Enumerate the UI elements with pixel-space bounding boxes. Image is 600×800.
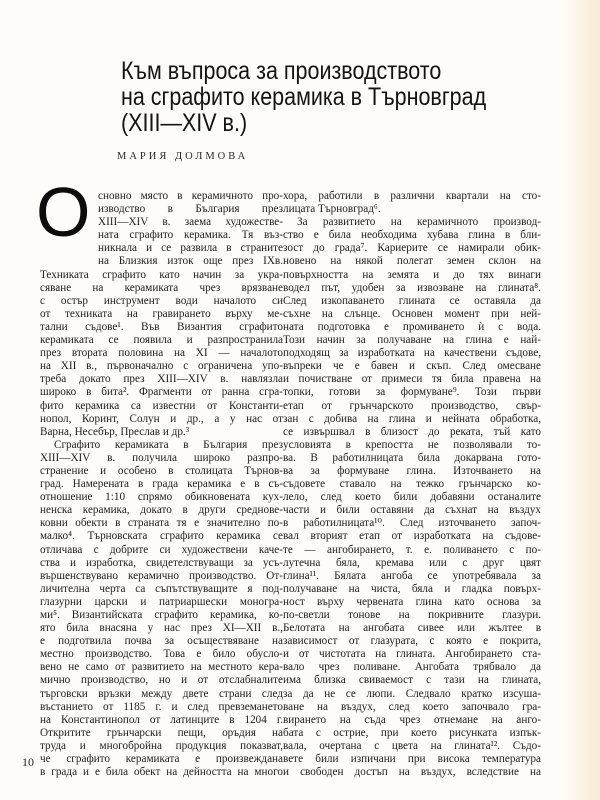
text-line: Техниката сграфито като начин за укра-	[40, 268, 283, 281]
text-line: вал вторият етап от изработката на съдове-	[283, 530, 541, 543]
text-line: град. Намерената в града керамика е в съ-	[40, 478, 283, 491]
text-line: ната сграфито керамика. Тя въз-	[98, 229, 283, 242]
text-line: за да не се люпи. Следвало кратко изсушa-	[283, 687, 541, 700]
text-line: Откритите грънчарски пещи, оръдия на	[40, 726, 283, 739]
text-line: зависимост от глазурата, с която е покрита,	[283, 635, 541, 648]
page-number: 10	[22, 755, 34, 769]
text-line: и почистване от примеси тя била правена на	[283, 373, 541, 386]
text-line: въстанието от 1185 г. и след превземането	[40, 700, 283, 713]
text-line: вършенствувано керамично производство. От-	[40, 569, 283, 582]
text-line: отношение 1:10 спрямо обикновената кух-	[40, 491, 283, 504]
text-line: ната подготовка е промиването ѝ с вода.	[283, 320, 541, 333]
text-line: ства и изработка, свидетелствуващи за усъ-	[40, 556, 283, 569]
text-line: лицата Търновград⁶.	[283, 203, 381, 216]
text-line: се извършвал в близост до реката, тъй като	[283, 425, 541, 438]
text-line: ва за формуване глина. Източването на	[283, 464, 541, 477]
text-line: изводство в България през	[98, 203, 283, 216]
text-line: местно производство. Това е било обусло-	[40, 648, 283, 661]
text-line: на Близкия изток още през IXв.	[98, 255, 283, 268]
text-line: След изкопаването глината се оставяла да	[283, 294, 541, 307]
text-line: съхне на слънце. Основен момент при ней-	[283, 307, 541, 320]
text-line: глина¹¹. Бялата ангоба се употребявала за	[283, 569, 541, 582]
text-line: Белотата на ангобата сивее или жълтее в	[283, 622, 541, 635]
text-line: ковни обекти в страната тя е значително по-	[40, 517, 283, 530]
text-line: широко в бита². Фрагменти от ранна сгра-	[40, 386, 283, 399]
text-line: личителна черта са съпътствуващите я под-	[40, 582, 283, 595]
text-line: на Константинопол от латинците в 1204 г.	[40, 713, 283, 726]
text-line: зост до града⁷. Кариерите се намирали обик-	[283, 242, 541, 255]
text-line: на XII в., първоначално с ограничена упо-	[40, 360, 283, 373]
text-line: топки, готови за формуване⁹. Този първи	[283, 386, 541, 399]
text-line: получаване на чиста, бяла и гладка повърх-	[283, 582, 541, 595]
title-line: Към въпроса за производството	[121, 57, 442, 85]
text-line: подходящ за изработката на качествени съдове,	[283, 347, 541, 360]
text-line: части и били оставяни да съхнат на въздух	[283, 504, 541, 517]
article-author: МАРИЯ ДОЛМОВА	[117, 151, 249, 162]
text-line: условията в крепостта не позволявали то-	[283, 438, 541, 451]
right-column	[283, 190, 541, 779]
text-line: в работилницата¹⁰. След източването започ-	[283, 517, 541, 530]
page-edge-shadow	[562, 0, 600, 800]
text-line: въпреки че е бавен и скъп. След омесване	[283, 360, 541, 373]
text-line: мично производство, но и от отслабналите	[40, 674, 283, 687]
text-line: новено на някой полегат земен склон на	[283, 255, 541, 268]
text-line: тални съдове¹. Във Византия сграфито	[40, 320, 283, 333]
drop-cap: О	[36, 173, 91, 251]
text-line: е подготвила почва за осъществяване на	[40, 635, 283, 648]
text-line: труда и многобройна продукция показват,	[40, 739, 283, 752]
text-line: фито керамика са известни от Константи-	[40, 399, 283, 412]
text-line: отличава с добрите си художествени каче-	[40, 543, 283, 556]
text-line: За развитието на керамичното производ-	[297, 216, 541, 229]
text-line: Този начин за получаване на глина е най-	[283, 334, 541, 347]
text-line: странение и особено в столицата Търнов-	[40, 464, 283, 477]
text-line: вете били изпичани при висока температура	[283, 753, 541, 766]
text-line: Варна, Несебър, Преслав и др.³	[40, 425, 190, 438]
text-line: керамиката се появила и разпространила	[40, 334, 283, 347]
text-line: ято била внасяна у нас през XI—XII в.,	[40, 622, 283, 635]
text-line: и от чистотата на глината. Ангобирането ста-	[283, 648, 541, 661]
text-line: вала, очертана с цвета на глината¹². Съдо-	[283, 739, 541, 752]
title-line: (XIII—XIV в.)	[121, 109, 248, 137]
text-line: бата с острие, при което рисунката изпък-	[283, 726, 541, 739]
text-line: лутечна бяла, кремава или с друг цвят	[283, 556, 541, 569]
text-line: XIII—XIV в. заема художестве-	[98, 216, 283, 229]
text-line: с остър инструмент води началото си	[40, 294, 283, 307]
text-line: ненска керамика, докато в други среднове-	[40, 504, 283, 517]
text-line: вено не само от развитието на местното кера-	[40, 661, 283, 674]
text-line: хора, работили в различни квартали на сто-	[283, 190, 541, 202]
left-column	[40, 190, 283, 779]
text-line: треба докато през XIII—XIV в. навлязла	[40, 373, 283, 386]
text-line: XIII—XIV в. получила широко разпро-	[40, 451, 283, 464]
text-line: от техниката на гравирането върху ме-	[40, 307, 283, 320]
text-line: те — ангобирането, т. е. поливането с по-	[283, 543, 541, 556]
text-line: ми⁵. Византийската сграфито керамика, ко-	[40, 609, 283, 621]
text-line: никнала и се развила в страните	[98, 242, 283, 255]
title-line: на сграфито керамика в Търновград	[121, 83, 487, 111]
text-line: вало чрез поливане. Ангобата трябвало да	[283, 661, 541, 674]
text-line: търговски връзки между двете страни след	[40, 687, 283, 700]
text-line: повърхността на земята и до тях винаги	[283, 268, 541, 281]
text-line: ност върху червената глина като основа за	[283, 595, 541, 608]
text-line: ване на въздух, след което започвало гра-	[283, 700, 541, 713]
text-line: по-светли тонове на покривните глазури.	[283, 609, 541, 621]
text-line: сяване на керамиката чрез врязване	[40, 281, 283, 294]
text-line: зан с добива на глина и нейната обработка,	[283, 412, 541, 425]
text-line: лело, след което били добавяни останалите	[283, 491, 541, 504]
article-title	[121, 58, 499, 136]
text-line: Сграфито керамиката в България през	[54, 438, 283, 451]
text-line: има близка свиваемост с тази на глината,	[283, 674, 541, 687]
text-line: ва. В работилницата била докарвана гото-	[283, 451, 541, 464]
text-line: нопол, Коринт, Солун и др., а у нас от	[40, 412, 283, 425]
text-line: малко⁴. Търновската сграфито керамика се	[40, 530, 283, 543]
text-line: глазурни царски и патриаршески моногра-	[40, 595, 283, 608]
text-line: водел път, удобен за извозване на глината⁸.	[283, 281, 541, 294]
text-line: през втората половина на XI — началото	[40, 347, 283, 360]
text-line: сновно място в керамичното про-	[98, 190, 283, 202]
text-line: в града и е била обект на дейността на много	[40, 766, 283, 779]
text-line: съдовете ставало на тежко грънчарско ко-	[283, 478, 541, 491]
text-line: етап от грънчарското производство, свър-	[283, 399, 541, 412]
text-line: ство е била необходима хубава глина в бли-	[283, 229, 541, 242]
text-line: че сграфито керамиката е произвеждана	[40, 753, 283, 766]
text-line: и свободен достъп на въздух, вследствие на	[283, 766, 541, 779]
text-line: вирането на съда чрез отнемане на анго-	[283, 713, 541, 726]
